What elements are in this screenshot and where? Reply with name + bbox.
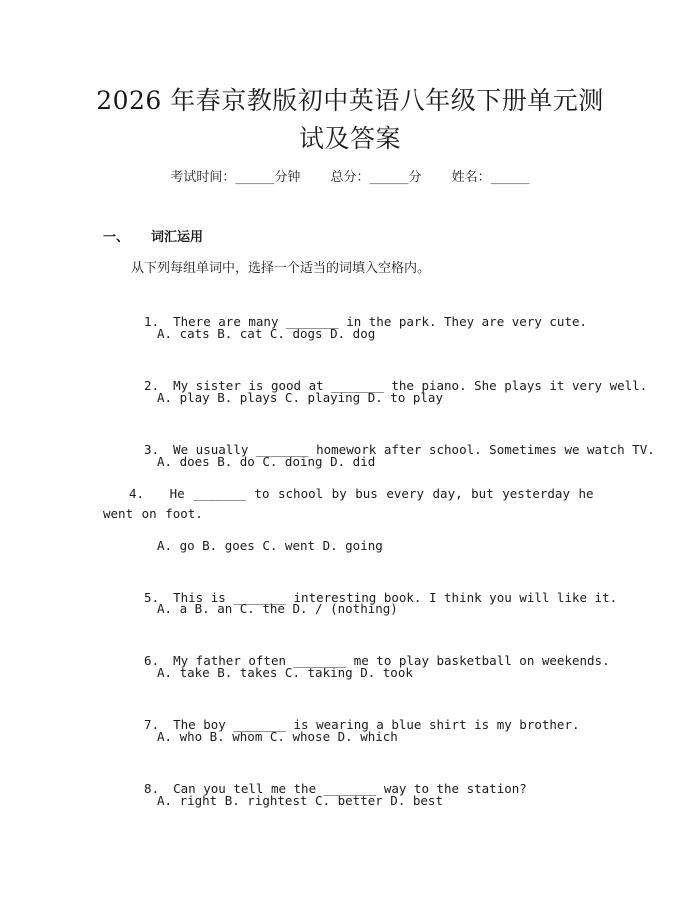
question-number: 1. (144, 314, 160, 329)
question-5-options: A. a B. an C. the D. / (nothing) (157, 601, 398, 616)
question-number: 6. (144, 653, 160, 668)
section-title: 词汇运用 (151, 230, 204, 245)
question-7-options: A. who B. whom C. whose D. which (157, 729, 398, 744)
question-number: 7. (144, 717, 160, 732)
section-instruction: 从下列每组单词中，选择一个适当的词填入空格内。 (131, 261, 431, 276)
exam-meta (0, 168, 700, 188)
student-name-field: 姓名：______ (451, 170, 530, 185)
total-score-field: 总分：______分 (330, 170, 422, 185)
question-text: There are many _______ in the park. They are very cute. (173, 314, 588, 329)
question-number: 3. (144, 442, 160, 457)
question-3-options: A. does B. do C. doing D. did (157, 454, 376, 469)
question-number: 2. (144, 378, 160, 393)
question-8-options: A. right B. rightest C. better D. best (157, 793, 443, 808)
question-text: We usually _______ homework after school. Sometimes we watch TV. (173, 442, 655, 457)
question-1-options: A. cats B. cat C. dogs D. dog (157, 326, 376, 341)
question-text: My sister is good at _______ the piano. She plays it very well. (173, 378, 648, 393)
question-6-options: A. take B. takes C. taking D. took (157, 665, 413, 680)
question-2-options: A. play B. plays C. playing D. to play (157, 390, 443, 405)
question-number: 8. (144, 781, 160, 796)
question-text: This is _______ interesting book. I think you will like it. (173, 590, 618, 605)
question-text: He _______ to school by bus every day, but yesterday he went on foot. (103, 486, 594, 521)
section-heading (103, 228, 203, 248)
question-text: My father often _______ me to play basketball on weekends. (173, 653, 610, 668)
question-text: The boy _______ is wearing a blue shirt is my brother. (173, 717, 580, 732)
question-4-options: A. go B. goes C. went D. going (157, 538, 383, 553)
section-number: 一、 (103, 230, 130, 245)
document-title (60, 82, 640, 158)
title-line-1: 2026 年春京教版初中英语八年级下册单元测 (96, 86, 604, 115)
exam-time-field: 考试时间：______分钟 (170, 170, 301, 185)
question-number: 4. (129, 486, 145, 501)
question-4 (103, 484, 598, 524)
question-text: Can you tell me the _______ way to the station? (173, 781, 527, 796)
title-line-2: 试及答案 (298, 124, 401, 153)
question-5 (103, 568, 618, 628)
question-number: 5. (144, 590, 160, 605)
